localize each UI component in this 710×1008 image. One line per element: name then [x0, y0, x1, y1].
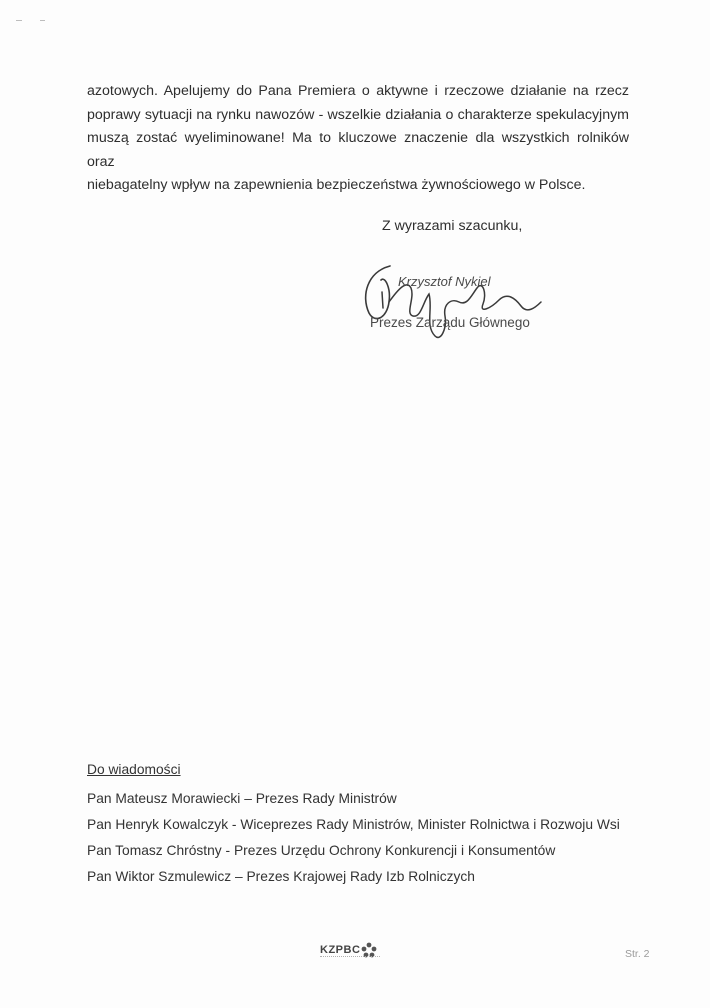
body-line: poprawy sytuacji na rynku nawozów - wszelkie działania o charakterze spekulacyjnym — [87, 106, 629, 123]
footer-logo — [320, 938, 378, 962]
logo-text: KZPBC — [320, 944, 361, 956]
cc-recipient: Pan Tomasz Chróstny - Prezes Urzędu Ochrony Konkurencji i Konsumentów — [87, 843, 556, 858]
cc-recipient: Pan Henryk Kowalczyk - Wiceprezes Rady Ministrów, Minister Rolnictwa i Rozwoju Wsi — [87, 817, 620, 832]
body-line: niebagatelny wpływ na zapewnienia bezpieczeństwa żywnościowego w Polsce. — [87, 177, 586, 193]
closing-salutation: Z wyrazami szacunku, — [382, 218, 523, 234]
page-number: Str. 2 — [625, 948, 650, 960]
signer-name: Krzysztof Nykiel — [398, 274, 491, 289]
handwritten-signature — [355, 258, 555, 348]
cc-recipient: Pan Wiktor Szmulewicz – Prezes Krajowej Rady Izb Rolniczych — [87, 869, 475, 884]
signer-role: Prezes Zarządu Głównego — [370, 315, 530, 330]
letter-body — [87, 80, 629, 198]
body-line: azotowych. Apelujemy do Pana Premiera o aktywne i rzeczowe działanie na rzecz — [87, 83, 629, 99]
cc-section — [87, 760, 620, 890]
scan-artifact — [40, 20, 45, 21]
cc-recipient: Pan Mateusz Morawiecki – Prezes Rady Ministrów — [87, 791, 397, 806]
logo-tagline-line — [320, 956, 380, 960]
scan-artifact — [16, 20, 22, 21]
body-line: muszą zostać wyeliminowane! Ma to kluczowe znaczenie dla wszystkich rolników oraz — [87, 130, 629, 170]
cc-heading: Do wiadomości — [87, 762, 181, 777]
